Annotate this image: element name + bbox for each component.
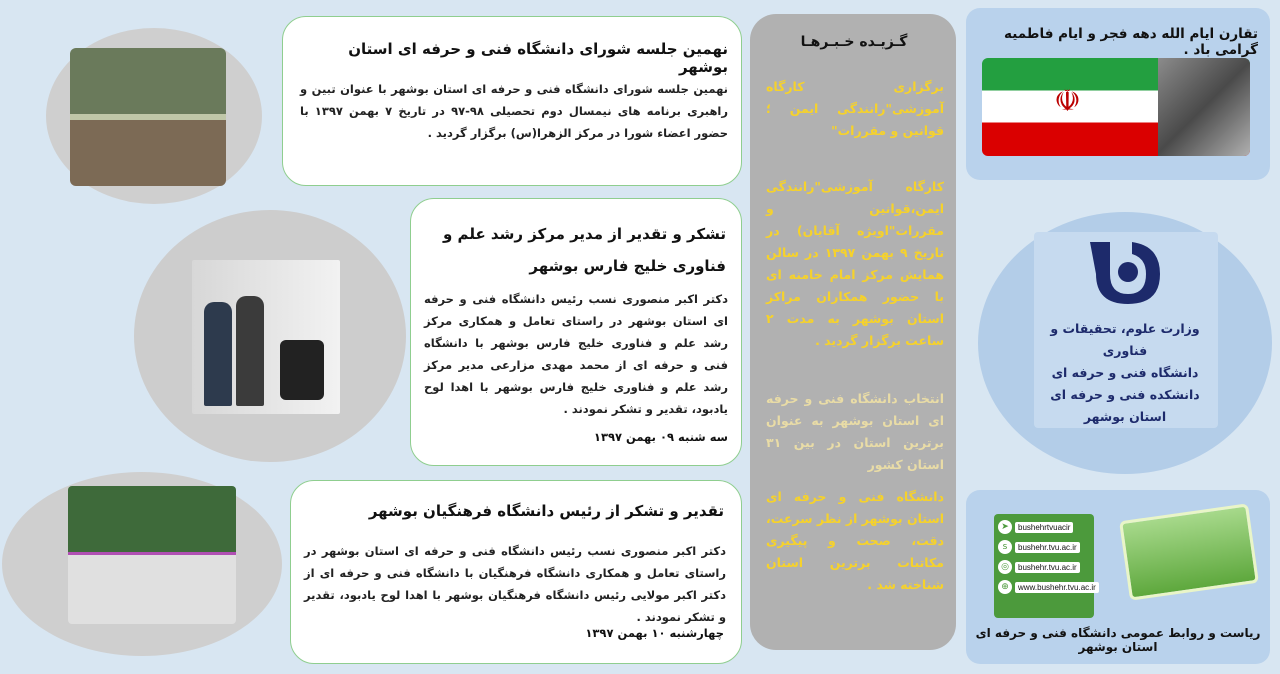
person-figure: [204, 302, 232, 406]
logo-line-2: دانشگاه فنی و حرفه ای: [1051, 365, 1199, 380]
farhangian-meeting-photo: [68, 486, 236, 624]
news-highlight-item: دانشگاه فنی و حرفه ای استان بوشهر از نظر سرعت، دقت، صحت و پیگیری مکاتبات برترین استان شناخته شد .: [765, 489, 944, 592]
news-highlight-item: کارگاه آموزشی"رانندگی ایمن،قوانین و مقررات"اویژه آقایان) در تاریخ ۹ بهمن ۱۳۹۷ در سالن همایش مرکز امام خامنه ای با حضور همکاران مراکز استان بوشهر به مدت ۲ ساعت برگزار گردید .: [766, 179, 945, 348]
pr-caption: ریاست و روابط عمومی دانشگاه فنی و حرفه ای استان بوشهر: [975, 626, 1261, 654]
web-icon: ⊕: [998, 580, 1012, 594]
telegram-icon: ➤: [998, 520, 1012, 534]
news-highlight-item: انتخاب دانشگاه فنی و حرفه ای استان بوشهر به عنوان برترین استان در بین ۳۱ استان کشور: [766, 391, 944, 472]
university-logo-icon: [1080, 234, 1170, 306]
news-card-date: سه شنبه ۰۹ بهمن ۱۳۹۷: [593, 430, 728, 444]
news-card-body: دکتر اکبر منصوری نسب رئیس دانشگاه فنی و حرفه ای استان بوشهر در راستای تعامل و همکاری دانشگاه فرهنگیان با دانشگاه فنی و حرفه ای از دکتر اکبر مولایی رئیس دانشگاه فرهنگیان بوشهر با اهدا لوح یادبود، تقدیر و تشکر نمودند .: [304, 544, 726, 624]
council-meeting-photo: [70, 48, 226, 186]
social-link-telegram[interactable]: ➤ bushehrtvuacir: [998, 520, 1090, 534]
logo-line-1: وزارت علوم، تحقیقات و فناوری: [1050, 321, 1200, 358]
logo-line-3: دانشکده فنی و حرفه ای استان بوشهر: [1050, 387, 1200, 424]
news-highlight-item: برگزاری کارگاه آموزشی"رانندگی ایمن ؛ قوانین و مقررات": [766, 79, 944, 138]
news-card-body: دکتر اکبر منصوری نسب رئیس دانشگاه فنی و حرفه ای استان بوشهر در راستای تعامل و همکاری مرکز رشد علم و فناوری خلیج فارس بوشهر با دانشگاه فنی و حرفه ای از محمد مهدی مزارعی مدیر مرکز رشد علم و فناوری خلیج فارس بوشهر با اهدا لوح یادبود، تقدیر و تشکر نمودند .: [424, 292, 728, 416]
revolution-photo: [1158, 58, 1250, 156]
instagram-icon: ◎: [998, 560, 1012, 574]
social-link-soroush[interactable]: s bushehr.tvu.ac.ir: [998, 540, 1090, 554]
news-highlights-title: گـزیـده خـبـرهـا: [800, 34, 908, 50]
person-figure: [236, 296, 264, 406]
news-card-date: چهارشنبه ۱۰ بهمن ۱۳۹۷: [585, 626, 724, 640]
iran-emblem-icon: ☫: [1054, 84, 1081, 119]
social-link-instagram[interactable]: ◎ bushehr.tvu.ac.ir: [998, 560, 1090, 574]
chair-figure: [280, 340, 324, 400]
logo-text: [1030, 318, 1220, 428]
greeting-text: تقارن ایام الله دهه فجر و ایام فاطمیه گرامی باد .: [1004, 26, 1258, 58]
flag-banner-image: [982, 58, 1250, 156]
news-card-title: نهمین جلسه شورای دانشگاه فنی و حرفه ای استان بوشهر: [348, 40, 728, 76]
news-card-title: تشکر و تقدیر از مدیر مرکز رشد علم و فناوری خلیج فارس بوشهر: [443, 225, 726, 275]
news-card-body: نهمین جلسه شورای دانشگاه فنی و حرفه ای استان بوشهر با عنوان تبین و راهبری برنامه های نیمسال دوم تحصیلی ۹۸-۹۷ در تاریخ ۷ بهمن ۱۳۹۷ با حضور اعضاء شورا در مرکز الزهرا(س) برگزار گردید .: [300, 82, 728, 140]
social-links-card: [994, 514, 1094, 618]
social-link-web[interactable]: ⊕ www.bushehr.tvu.ac.ir: [998, 580, 1090, 594]
news-card-title: تقدیر و تشکر از رئیس دانشگاه فرهنگیان بوشهر: [368, 502, 724, 520]
appreciation-photo: [192, 260, 340, 414]
soroush-icon: s: [998, 540, 1012, 554]
